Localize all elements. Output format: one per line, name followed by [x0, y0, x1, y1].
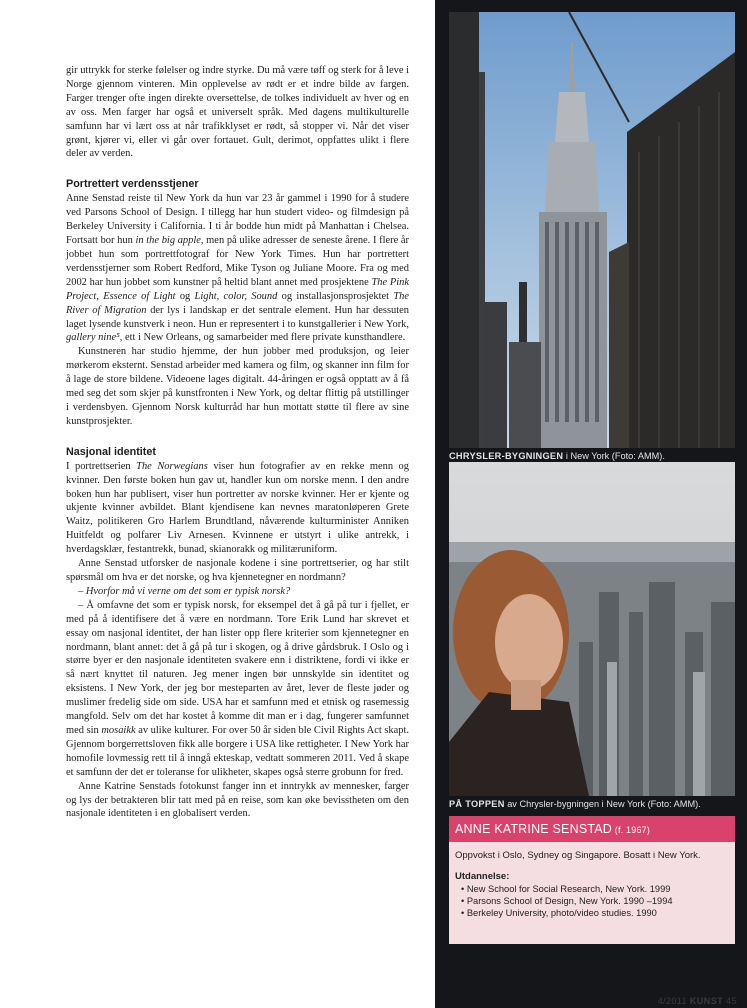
paragraph-intro: gir uttrykk for sterke følelser og indre styrke. Du må være tøff og sterk for å leve i Norge gjennom vinteren. Min opplevelse av rødt er et indre bilde av fargen. Farger trenger ofte ingen direkte oversettelse, de tolkes individuelt av hver og en av oss. Men farger har også et universelt språk. Med dagens multikulturelle samfunn har vi lært oss at når trafikklyset er rødt, så stopper vi. Når det viser grønt, kjører vi, eller vi går over fortauet. Gult, derimot, oppfattes ulikt i flere deler av verden.: [66, 65, 409, 160]
caption-text: i New York (Foto: AMM).: [563, 451, 665, 461]
paragraph-3: [66, 460, 409, 557]
factbox-intro: Oppvokst i Oslo, Sydney og Singapore. Bosatt i New York.: [455, 850, 701, 861]
caption-bold: CHRYSLER-BYGNINGEN: [449, 451, 564, 461]
factbox-born: (f. 1967): [612, 825, 651, 835]
text-run: og: [175, 290, 195, 302]
italic-run: The River of Migration: [66, 290, 410, 316]
list-item: • Parsons School of Design, New York. 1990 –1994: [461, 895, 735, 907]
factbox-name: ANNE KATRINE SENSTAD: [455, 822, 613, 836]
text-run: av ulike kulturer. For over 50 år siden ble Civil Rights Act skapt. Gjennom borgerrettsloven fikk alle borgere i USA like rettigheter. I New York har homofile lovmessig rett til å inngå ekteskap, vedtatt sommeren 2011. Ved å skape et samfunn der det er toleranse for ulikheter, skapes også sterre grobunn for fred.: [66, 724, 410, 778]
caption-bold: PÅ TOPPEN: [449, 799, 505, 809]
italic-run: mosaikk: [101, 724, 136, 736]
subheading-portrettert: Portrettert verdensstjener: [66, 178, 199, 191]
factbox-edu-title: Utdannelse:: [455, 871, 510, 882]
folio-issue: 4/2011: [657, 996, 690, 1006]
paragraph-1: [66, 192, 409, 345]
text-run: I portrettserien: [66, 460, 137, 472]
text-run: der lys i landskap er det sentrale element. Hun har dessuten laget lysende kunstverk i neon. Hun er representert i to kunstgallerier i New York,: [66, 304, 410, 330]
paragraph-4: Anne Senstad utforsker de nasjonale kodene i sine portrettserier, og har stilt spørsmål om hva er det norske, og hva kjennetegner en nordmann?: [66, 558, 409, 583]
paragraph-closing: Anne Katrine Senstads fotokunst fanger inn et inntrykk av mennesker, farger og lys der betrakteren blir tatt med på en reise, som kan øke bevisstheten om den nasjonale identiteten i en globalisert verden.: [66, 780, 409, 820]
caption-text: av Chrysler-bygningen i New York (Foto: AMM).: [504, 799, 701, 809]
subheading-nasjonal-identitet: Nasjonal identitet: [66, 445, 156, 458]
portrait-city-photo: [449, 462, 735, 796]
page-folio: [658, 996, 737, 1006]
factbox-edu-list: [449, 883, 735, 919]
text-run: , men på ulike adresser de seneste årene. I flere år jobbet hun som portrettfotograf for New York Times. Hun har portrettert verdensstjerner som Robert Redford, Mike Tyson og Juliane Moore. Fra og med 2002 har hun jobbet som kunstner på heltid blant annet med prosjektene: [66, 235, 410, 288]
italic-run: gallery nine⁵: [66, 332, 120, 344]
artist-factbox: [449, 816, 735, 944]
paragraph-answer: [66, 599, 409, 780]
caption-chrysler: [449, 451, 739, 461]
factbox-header: [449, 816, 735, 842]
list-item: • Berkeley University, photo/video studies. 1990: [461, 907, 735, 919]
italic-run: in the big apple: [135, 235, 201, 247]
italic-question: – Hvorfor må vi verne om det som er typisk norsk?: [78, 585, 291, 597]
paragraph-question: [66, 585, 409, 599]
sidebar-panel: [435, 0, 747, 1008]
italic-run: Light, color, Sound: [194, 290, 278, 302]
caption-toppen: [449, 799, 739, 809]
text-run: – Å omfavne det som er typisk norsk, for eksempel det å gå på tur i fjellet, er med på å identifisere det å være en nordmann. Tore Erik Lund har skrevet et essay om nasjonal identitet, der han lister opp flere kriterier som kjennetegner en nordmann, blant annet: det å gå på tur i skogen, og å drive gårdsbruk. I Oslo og i større byer er den nasjonale identiteten svakere enn i distriktene, fordi vi ikke er så nært knyttet til naturen. Jeg mener ingen bør unnskylde sin identitet og eksistens. I New York, der jeg bor mesteparten av året, lever de fleste jøder og muslimer fredelig side om side. USA har et samfunn med et etnisk og rasemessig mangfold. Selv om det har kostet å komme dit man er i dag, fungerer samfunnet med sin: [66, 599, 409, 736]
folio-magazine: KUNST: [689, 996, 724, 1006]
chrysler-building-photo: [449, 12, 735, 448]
text-run: Anne Senstad reiste til New York da hun var 23 år gammel i 1990 for å studere ved Parsons School of Design. I tillegg har hun studert video- og filmdesign på Berkeley University i California. I ti år bodde hun midt på Manhattan i Chelsea. Fortsatt bor hun: [66, 193, 409, 247]
text-run: , ett i New Orleans, og samarbeider med flere private kunsthandlere.: [119, 332, 406, 344]
paragraph-2: Kunstneren har studio hjemme, der hun jobber med produksjon, og leier mørkerom eksternt. Senstad arbeider med kamera og film, og skanner inn film for å lage de store bildene. Videoene lages digitalt. 44-åringen er også opptatt av å få med seg det som skjer på kunstfronten i New York, og deltar flittig på utstillinger i verdensbyen. Gjennom Norsk kulturråd har hun mottatt støtte til flere av sine kunstprosjekter.: [66, 346, 409, 427]
italic-run: The Norwegians: [136, 460, 208, 472]
text-run: og installasjonsprosjektet: [277, 290, 394, 302]
folio-page-number: 45: [723, 996, 737, 1006]
italic-run: The Pink Project: [66, 276, 409, 302]
italic-run: Essence of Light: [103, 290, 176, 302]
list-item: • New School for Social Research, New York. 1999: [461, 883, 735, 895]
article-body: [66, 64, 409, 821]
text-run: ,: [96, 290, 104, 302]
text-run: viser hun fotografier av en rekke menn og kvinner. Den første boken hun gav ut, handler kun om norske menn. I den andre boken hun har publisert, viser hun portretter av norske kvinner. Her er kjente og ukjente kvinner avbildet. Blant kjendisene kan nevnes maratonløperen Grete Waitz, politikeren Gro Harlem Brundtland, nåværende kulturminister Anniken Huitfeldt og polfarer Liv Arnesen. Kvinnene er utstyrt i ulike antrekk, i hverdagsklær, festantrekk, bunad, skianorakk og militæruniform.: [66, 460, 409, 556]
